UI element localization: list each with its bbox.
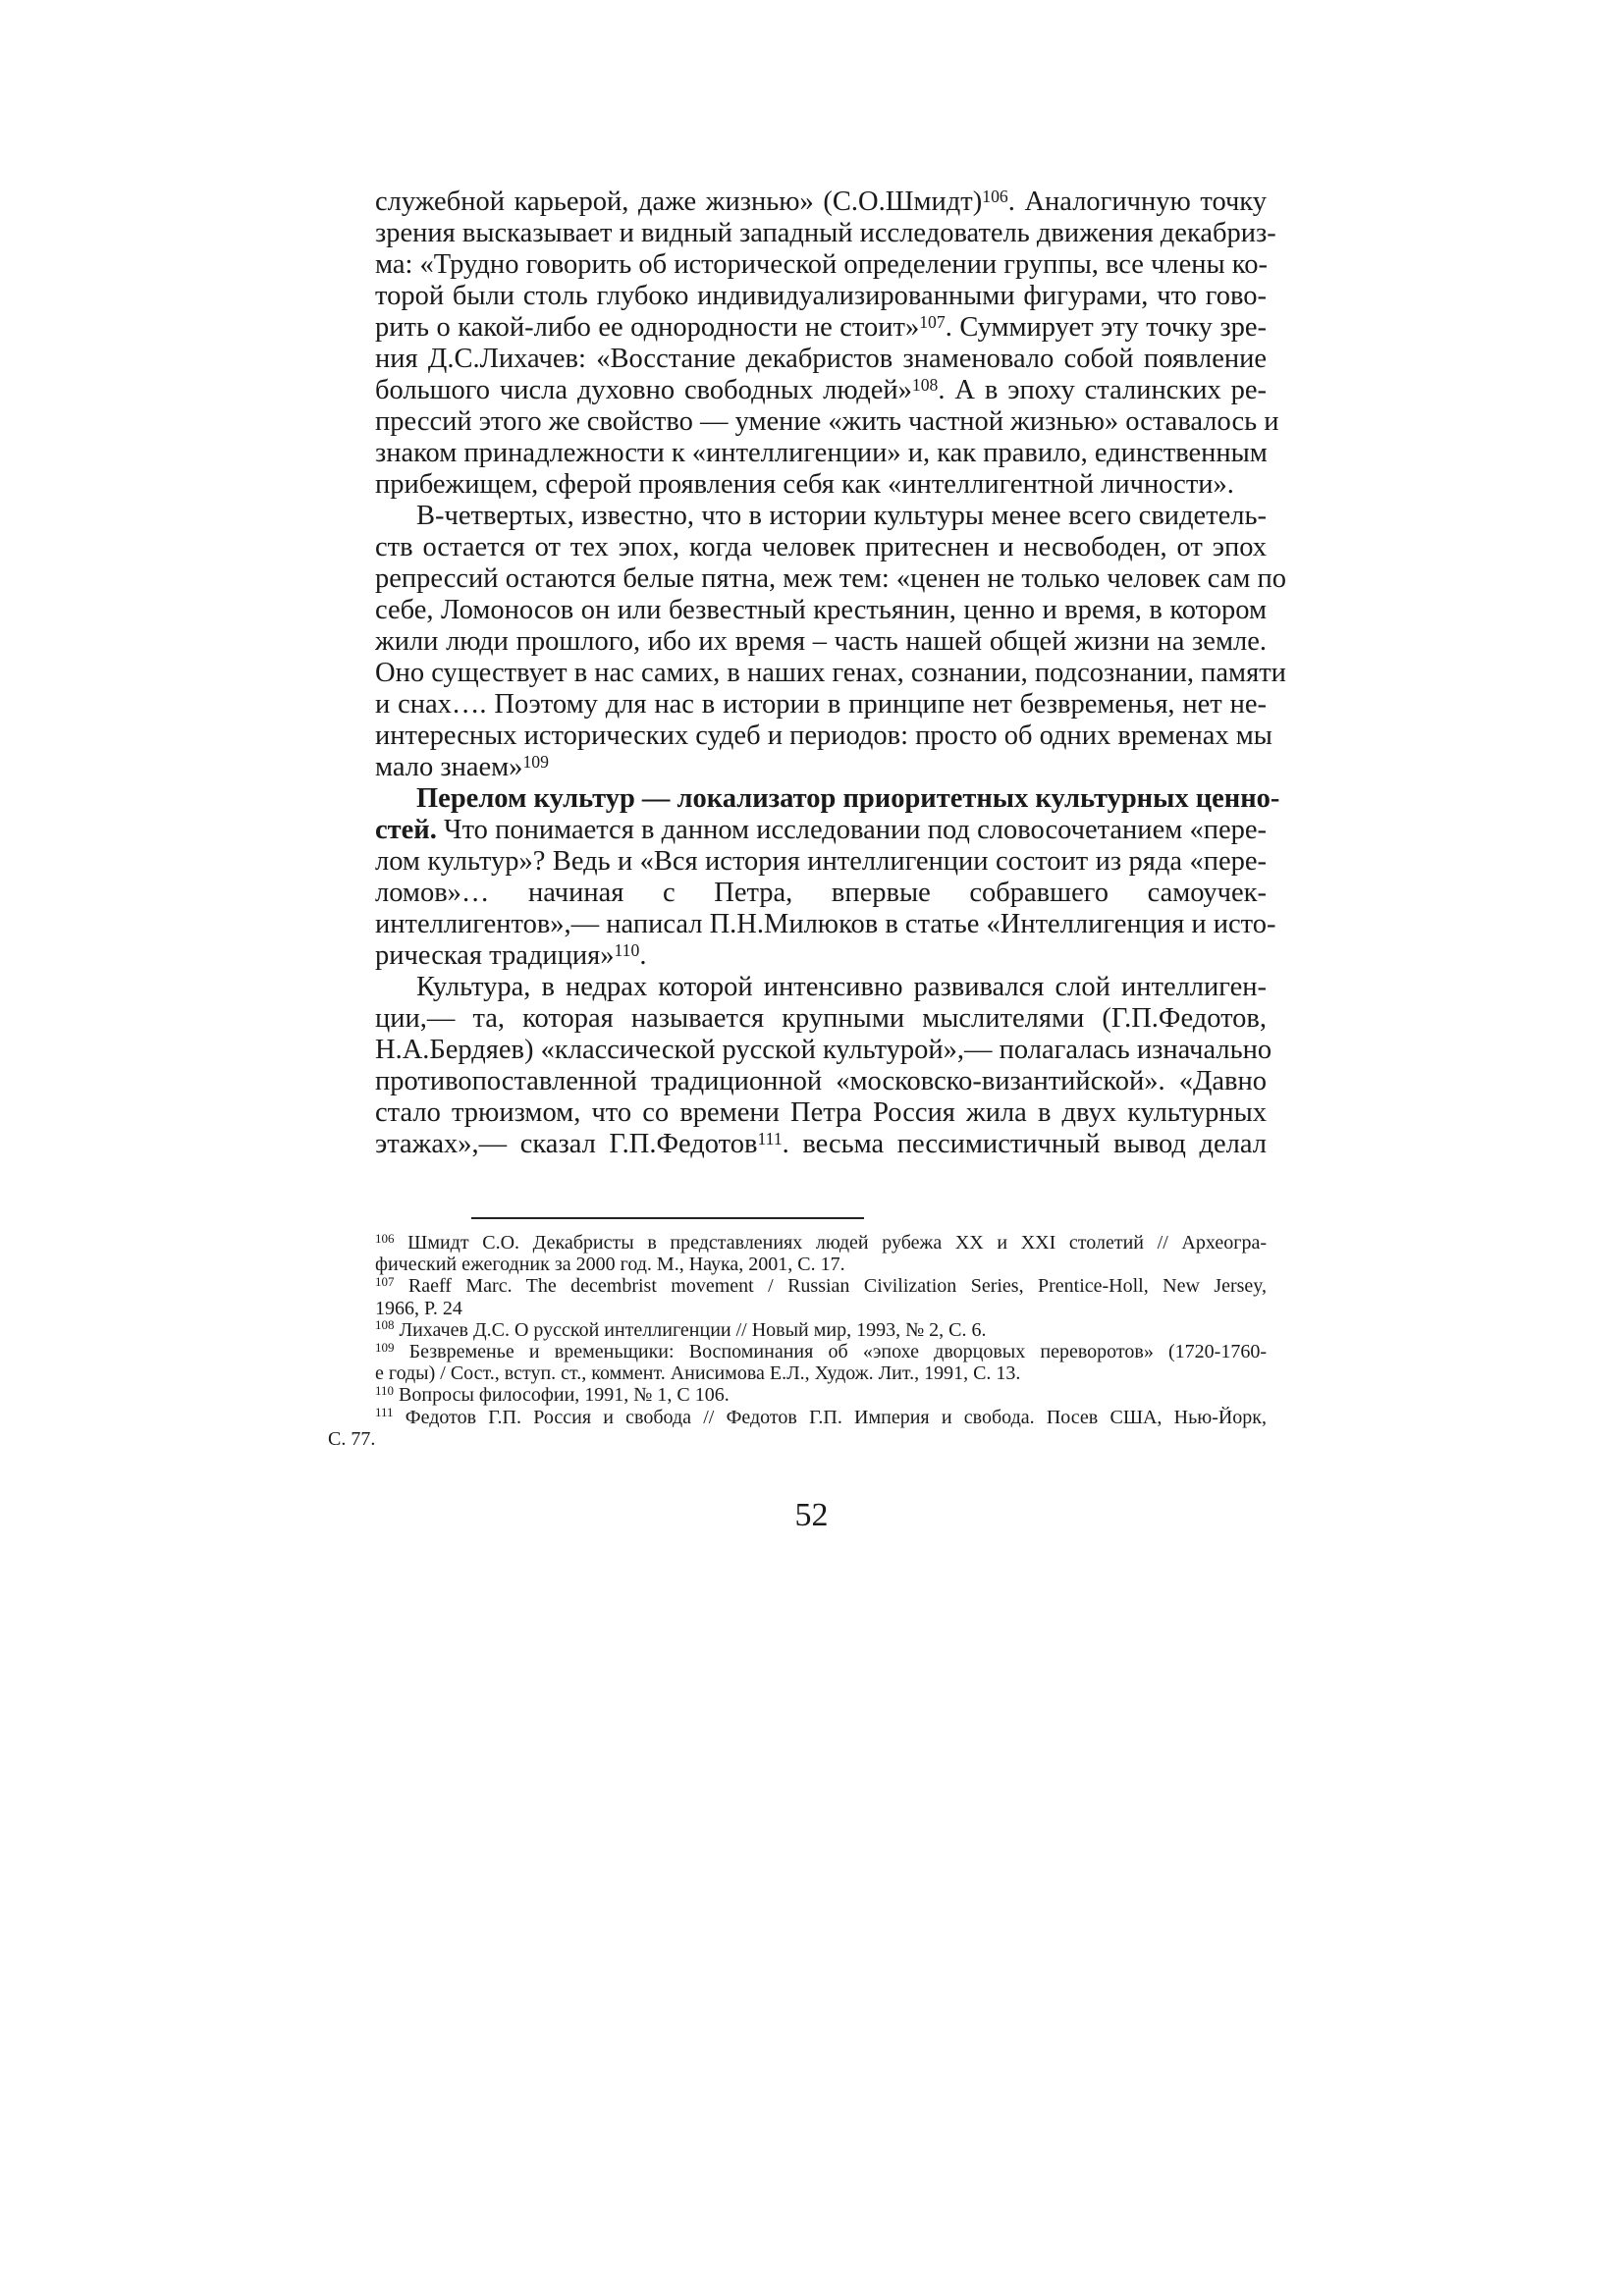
text-span: мало знаем»: [375, 752, 523, 782]
footnote-ref: 107: [375, 1273, 395, 1289]
body-line: [375, 752, 1267, 783]
footnote-ref: 107: [919, 312, 946, 333]
text-span: и снах…. Поэтому для нас в истории в принципе нет безвременья, нет не-: [375, 689, 1267, 720]
body-line: [375, 721, 1272, 752]
body-line: [375, 658, 1286, 689]
footnote-ref: 110: [375, 1382, 395, 1398]
text-span: С. 77.: [328, 1427, 376, 1450]
body-line: [375, 940, 1267, 972]
body-line: [375, 469, 1267, 501]
body-line: [375, 689, 1267, 721]
footnote-ref: 110: [614, 940, 640, 961]
text-span: рить о какой-либо ее однородности не стоит»: [375, 312, 920, 343]
body-line: [416, 972, 1267, 1003]
body-line: [375, 406, 1279, 438]
footnote-separator: [471, 1217, 864, 1219]
body-line: [416, 783, 1280, 815]
text-span: зрения высказывает и видный западный исследователь движения декабриз-: [375, 218, 1276, 248]
text-span: Что понимается в данном исследовании под словосочетанием «пере-: [436, 815, 1267, 845]
body-line: [375, 532, 1267, 563]
text-span: е годы) / Сост., вступ. ст., коммент. Анисимова Е.Л., Худож. Лит., 1991, С. 13.: [375, 1362, 1021, 1385]
body-line: [375, 281, 1267, 312]
text-span: фический ежегодник за 2000 год. М., Наука, 2001, С. 17.: [375, 1254, 845, 1276]
text-span: большого числа духовно свободных людей»: [375, 375, 912, 405]
text-span: рическая традиция»: [375, 940, 615, 971]
text-span: противопоставленной традиционной «московско-византийской». «Давно: [375, 1066, 1267, 1096]
body-line: [375, 344, 1267, 375]
text-span: стало трюизмом, что со времени Петра Россия жила в двух культурных: [375, 1097, 1267, 1128]
footnote-ref: 109: [375, 1339, 395, 1355]
body-line: [375, 1097, 1267, 1129]
body-line: [375, 626, 1267, 658]
body-line: [416, 501, 1267, 532]
text-span: этажах»,— сказал Г.П.Федотов: [375, 1129, 758, 1159]
body-line: [375, 815, 1267, 846]
text-span: . Аналогичную точку: [1007, 187, 1267, 217]
footnote-line: [375, 1407, 1267, 1428]
text-span: Федотов Г.П. Россия и свобода // Федотов Г.П. Империя и свобода. Посев США, Нью-Йорк,: [393, 1406, 1267, 1428]
footnote-line: [328, 1428, 1219, 1450]
text-span: Безвременье и временьщики: Воспоминания об «эпохе дворцовых переворотов» (1720-1760-: [394, 1341, 1267, 1362]
text-span: служебной карьерой, даже жизнью» (С.О.Шмидт): [375, 187, 983, 217]
text-span: стей.: [375, 815, 437, 845]
body-line: [375, 187, 1267, 218]
text-span: знаком принадлежности к «интеллигенции» и, как правило, единственным: [375, 438, 1268, 468]
text-span: ломов»… начиная с Петра, впервые собравшего самоучек-: [375, 878, 1267, 908]
footnote-line: [375, 1275, 1267, 1297]
text-span: Лихачев Д.С. О русской интеллигенции // Новый мир, 1993, № 2, С. 6.: [394, 1318, 987, 1341]
text-span: Н.А.Бердяев) «классической русской культурой»,— полагалась изначально: [375, 1035, 1272, 1065]
body-line: [375, 438, 1267, 469]
text-span: В-четвертых, известно, что в истории культуры менее всего свидетель-: [416, 501, 1267, 531]
text-span: интересных исторических судеб и периодов: просто об одних временах мы: [375, 721, 1272, 751]
body-line: [375, 878, 1267, 909]
body-line: [375, 249, 1267, 281]
body-line: [375, 375, 1267, 406]
footnote-line: [375, 1384, 1267, 1406]
footnote-ref: 111: [757, 1129, 783, 1149]
footnote-ref: 111: [375, 1405, 394, 1420]
body-line: [375, 1003, 1267, 1035]
body-line: [375, 1035, 1272, 1066]
text-span: Шмидт С.О. Декабристы в представлениях людей рубежа XX и XXI столетий // Археогра-: [394, 1232, 1267, 1254]
text-span: репрессий остаются белые пятна, меж тем: «ценен не только человек сам по: [375, 563, 1287, 594]
text-span: себе, Ломоносов он или безвестный крестьянин, ценно и время, в котором: [375, 595, 1267, 625]
footnote-ref: 109: [522, 752, 549, 773]
text-span: Культура, в недрах которой интенсивно развивался слой интеллиген-: [416, 972, 1267, 1002]
footnote-ref: 106: [375, 1230, 395, 1246]
body-line: [375, 595, 1267, 626]
body-line: [375, 909, 1276, 940]
text-span: прессий этого же свойство — умение «жить частной жизнью» оставалось и: [375, 406, 1279, 437]
footnote-ref: 108: [375, 1317, 395, 1333]
text-span: прибежищем, сферой проявления себя как «интеллигентной личности».: [375, 469, 1234, 500]
text-span: жили люди прошлого, ибо их время – часть нашей общей жизни на земле.: [375, 626, 1267, 657]
text-span: ции,— та, которая называется крупными мыслителями (Г.П.Федотов,: [375, 1003, 1267, 1034]
text-span: интеллигентов»,— написал П.Н.Милюков в статье «Интеллигенция и исто-: [375, 909, 1276, 939]
footnote-ref: 108: [911, 375, 939, 396]
text-span: Перелом культур — локализатор приоритетных культурных ценно-: [416, 783, 1280, 814]
text-span: ств остается от тех эпох, когда человек притеснен и несвободен, от эпох: [375, 532, 1267, 562]
text-span: лом культур»? Ведь и «Вся история интеллигенции состоит из ряда «пере-: [375, 846, 1267, 877]
footnote-line: [375, 1298, 1267, 1319]
text-span: . А в эпоху сталинских ре-: [938, 375, 1267, 405]
text-span: Raeff Marc. The decembrist movement / Russian Civilization Series, Prentice-Holl, New Jersey,: [394, 1275, 1267, 1298]
body-line: [375, 218, 1276, 249]
text-span: . Суммирует эту точку зре-: [945, 312, 1267, 343]
body-line: [375, 1066, 1267, 1097]
footnote-line: [375, 1362, 1267, 1384]
text-span: . весьма пессимистичный вывод делал: [782, 1129, 1267, 1159]
text-span: Вопросы философии, 1991, № 1, С 106.: [394, 1384, 730, 1407]
text-span: .: [639, 940, 647, 971]
text-span: 1966, P. 24: [375, 1297, 462, 1319]
text-span: ния Д.С.Лихачев: «Восстание декабристов знаменовало собой появление: [375, 344, 1267, 374]
body-line: [375, 563, 1287, 595]
body-line: [375, 846, 1267, 878]
footnote-line: [375, 1319, 1267, 1341]
page-number: 52: [794, 1497, 829, 1533]
text-span: ма: «Трудно говорить об исторической определении группы, все члены ко-: [375, 249, 1268, 280]
footnote-line: [375, 1254, 1267, 1275]
footnote-line: [375, 1232, 1267, 1254]
footnote-ref: 106: [982, 187, 1008, 207]
body-line: [375, 312, 1267, 344]
text-span: торой были столь глубоко индивидуализированными фигурами, что гово-: [375, 281, 1267, 311]
body-line: [375, 1129, 1267, 1160]
footnote-line: [375, 1341, 1267, 1362]
text-span: Оно существует в нас самих, в наших генах, сознании, подсознании, памяти: [375, 658, 1286, 688]
